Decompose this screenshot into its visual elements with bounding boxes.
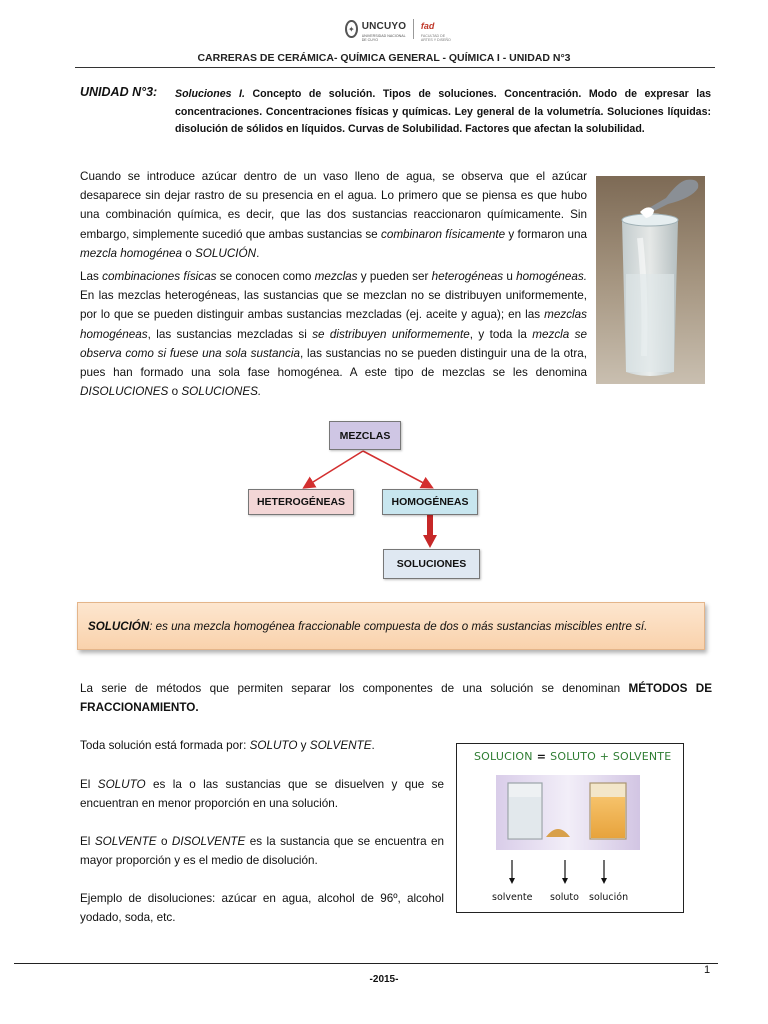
logo-fad: [421, 16, 455, 42]
diagram-node-heterogeneas: HETEROGÉNEAS: [248, 489, 354, 515]
text-run: .: [256, 246, 260, 260]
text-run-italic: combinaron físicamente: [380, 227, 506, 241]
text-run-italic: DISOLVENTE: [171, 835, 246, 848]
solvente-paragraph: [80, 832, 444, 870]
solution-components-paragraph: [80, 736, 450, 755]
text-run: Toda solución está formada por:: [80, 739, 250, 752]
text-run-italic: SOLVENTE: [94, 835, 157, 848]
text-run-italic: SOLVENTE: [309, 739, 372, 752]
header-divider: [75, 67, 715, 68]
figure-label-solucion: solución: [589, 892, 629, 903]
definition-term: SOLUCIÓN: [88, 619, 150, 633]
figure-arrows: [500, 858, 620, 888]
fractionation-paragraph: [80, 679, 712, 717]
text-run: .: [371, 739, 375, 752]
text-run-italic: homogéneas.: [516, 270, 587, 283]
figure-label-soluto: soluto: [550, 892, 579, 903]
arrow-solucion-head: [601, 878, 607, 884]
examples-paragraph: Ejemplo de disoluciones: azúcar en agua, alcohol de 96º, alcohol yodado, soda, etc.: [80, 892, 444, 925]
logo-uncuyo: [362, 16, 407, 42]
text-run-italic: SOLUCIONES.: [181, 385, 262, 399]
beakers-photo: [496, 775, 640, 850]
text-run: o: [168, 385, 182, 399]
sugar-glass-photo: [596, 176, 705, 384]
text-run-italic: heterogéneas: [431, 270, 504, 283]
text-run-italic: mezclas: [314, 270, 358, 283]
page-number: 1: [704, 964, 711, 976]
text-run: , las sustancias no se pueden distinguir una de la otra, pues han formado una sola fase homogénea. A este tipo de mezclas se les denomina: [80, 346, 587, 380]
diagram-node-soluciones: SOLUCIONES: [383, 549, 480, 579]
text-run: u: [503, 270, 517, 283]
definition-callout: [77, 602, 705, 650]
mixtures-paragraph: [80, 267, 587, 401]
header-title: CARRERAS DE CERÁMICA- QUÍMICA GENERAL - QUÍMICA I - UNIDAD N°3: [197, 52, 571, 64]
diagram-node-mezclas: MEZCLAS: [329, 421, 401, 450]
text-run-italic: mezclas homogéneas: [80, 308, 587, 341]
soluto-paragraph: [80, 775, 444, 813]
text-run-italic: DISOLUCIONES: [80, 385, 169, 399]
text-run-italic: mezcla homogénea: [80, 246, 183, 260]
unidad-label: UNIDAD N°3:: [80, 85, 158, 99]
text-run: o: [182, 246, 196, 260]
text-run: se conocen como: [216, 270, 315, 283]
unidad-description: [175, 86, 711, 139]
fig-title-solucion: SOLUCION: [474, 750, 533, 763]
arrow-to-homogeneas: [363, 451, 431, 487]
arrow-to-soluciones-head: [423, 535, 437, 548]
text-run: o: [156, 835, 172, 848]
text-run: es la o las sustancias que se disuelven y que se encuentran en menor proporción en una solución.: [80, 778, 445, 811]
text-run: y: [297, 739, 310, 752]
university-seal-icon: ✦: [345, 20, 358, 38]
text-run: y formaron una: [505, 227, 588, 241]
logo-uncuyo-subtitle: UNIVERSIDAD NACIONAL DE CUYO: [361, 34, 406, 42]
unidad-topics: Concepto de solución. Tipos de soluciones. Concentración. Modo de expresar las concentraciones. Concentraciones físicas y químicas. Ley general de la volumetría. Soluciones líquidas: disolución de sólidos en líquidos. Curvas de Solubilidad. Factores que afectan la solubilidad.: [175, 88, 711, 135]
diagram-node-homogeneas: HOMOGÉNEAS: [382, 489, 478, 515]
arrow-to-heterogeneas: [305, 451, 363, 487]
intro-paragraph: [80, 167, 587, 263]
text-run: La serie de métodos que permiten separar los componentes de una solución se denominan: [80, 682, 629, 695]
figure-label-solvente: solvente: [492, 892, 533, 903]
text-run-italic: se distribuyen uniformemente: [312, 327, 470, 341]
text-run-italic: combinaciones físicas: [102, 270, 217, 283]
fig-title-equals: =: [532, 750, 551, 763]
logo-fad-subtitle: FACULTAD DE ARTES Y DISEÑO: [420, 34, 451, 42]
arrow-to-soluciones-shaft: [427, 515, 433, 537]
text-run-italic: SOLUCIÓN: [195, 246, 257, 260]
text-run-italic: SOLUTO: [97, 778, 146, 791]
text-run: En las mezclas heterogéneas, las sustancias que se mezclan no se distribuyen uniformemente, por lo que se pueden distinguir ambas sustancias mezcladas (ej. aceite y agua); en las: [80, 289, 587, 322]
solution-figure-title: [474, 750, 671, 763]
text-run-bold: MÉTODOS DE FRACCIONAMIENTO.: [80, 682, 712, 715]
definition-text: : es una mezcla homogénea fraccionable compuesta de dos o más sustancias miscibles entre sí.: [149, 619, 648, 633]
header-logo: [345, 16, 455, 42]
arrow-solvente-head: [509, 878, 515, 884]
text-run: es la sustancia que se encuentra en mayor proporción y es el medio de disolución.: [80, 835, 445, 868]
text-run: Cuando se introduce azúcar dentro de un vaso lleno de agua, se observa que el azúcar desaparece sin dejar rastro de su presencia en el agua. Lo primero que se piensa es que hubo una combinación química, es decir, que las dos sustancias reaccionaron químicamente. Sin embargo, simplemente sucedió que ambas sustancias se: [80, 170, 587, 241]
text-run: El: [80, 835, 95, 848]
footer-year: -2015-: [369, 974, 399, 985]
arrow-soluto-head: [562, 878, 568, 884]
fig-title-soluto: SOLUTO: [550, 750, 597, 763]
text-run: El: [80, 778, 98, 791]
logo-fad-text: fad: [420, 21, 435, 31]
unidad-lead: Soluciones I.: [175, 88, 245, 100]
text-run: , las sustancias mezcladas si: [147, 327, 313, 341]
text-run: , y toda la: [469, 327, 533, 341]
fig-title-plus: +: [596, 750, 613, 763]
text-run-italic: mezcla se observa como si fuese una sola sustancia: [80, 327, 587, 360]
text-run: y pueden ser: [357, 270, 432, 283]
footer-divider: [14, 963, 718, 964]
text-run: Las: [80, 270, 103, 283]
text-run-italic: SOLUTO: [249, 739, 298, 752]
fig-title-solvente: SOLVENTE: [612, 750, 672, 763]
logo-separator: [413, 19, 414, 39]
logo-uncuyo-text: UNCUYO: [361, 21, 407, 32]
